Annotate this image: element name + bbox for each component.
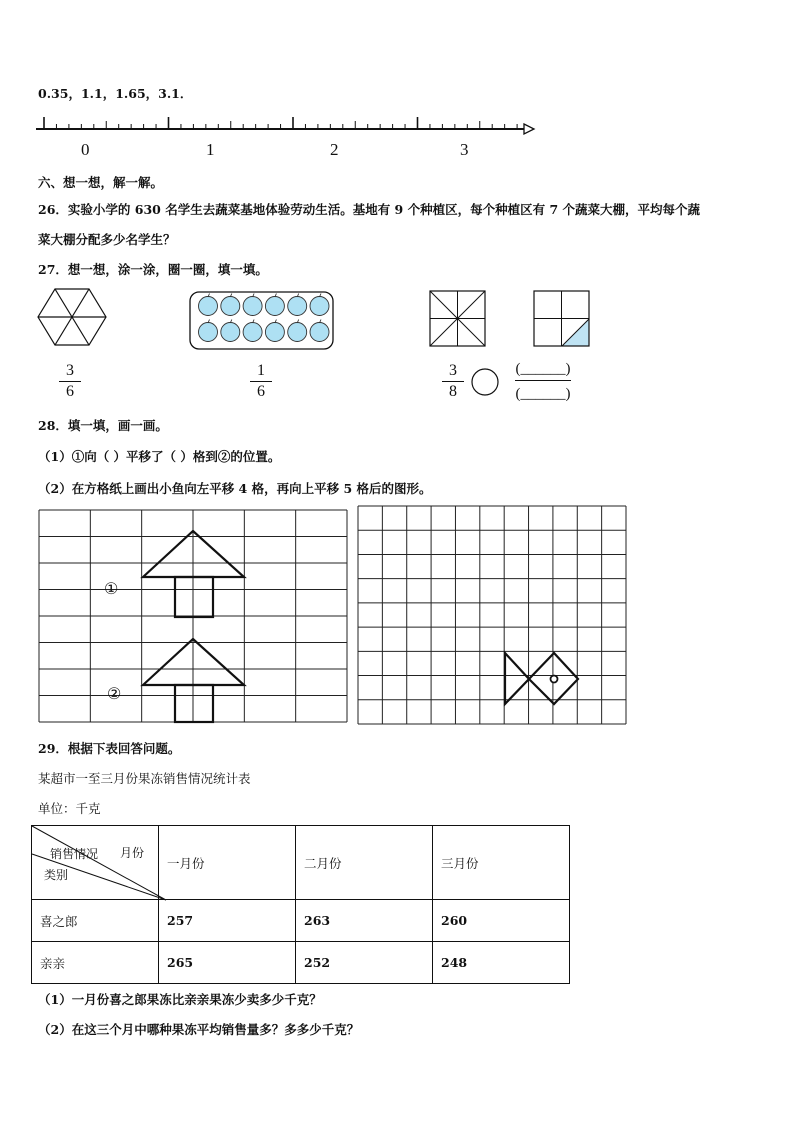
tick-label-3: 3 (460, 140, 469, 159)
section-title: 六、想一想，解一解。 (38, 175, 164, 190)
header-sales: 销售情况 (50, 847, 99, 861)
table-row (32, 942, 570, 984)
square-quarters-figure (533, 290, 591, 348)
cell: 260 (433, 900, 570, 942)
col-feb: 二月份 (296, 826, 433, 900)
row-name: 亲亲 (32, 942, 159, 984)
mark-1: ① (104, 579, 119, 598)
q26-line2: 菜大棚分配多少名学生？ (38, 232, 176, 247)
apple-icon (221, 323, 240, 342)
q29-sub2: （2）在这三个月中哪种果冻平均销售量多？多多少千克？ (38, 1022, 360, 1037)
tick-label-1: 1 (206, 140, 215, 159)
fish-eye-icon (551, 676, 558, 683)
apple-icon (288, 323, 307, 342)
hexagon-figure (38, 287, 108, 347)
compare-circle[interactable] (471, 368, 501, 398)
mark-2: ② (107, 684, 122, 703)
table-row (32, 900, 570, 942)
fish-shape (505, 653, 578, 704)
apple-icon (243, 323, 262, 342)
apple-icon (199, 297, 218, 316)
unit-label: 单位：千克 (38, 801, 101, 816)
q29-sub1: （1）一月份喜之郎果冻比亲亲果冻少卖多少千克？ (38, 992, 322, 1007)
apple-icon (310, 297, 329, 316)
header-diagonal-cell (32, 826, 159, 900)
q28-part2: （2）在方格纸上画出小鱼向左平移 4 格，再向上平移 5 格后的图形。 (38, 481, 432, 496)
cell: 252 (296, 942, 433, 984)
cell: 265 (159, 942, 296, 984)
table-title: 某超市一至三月份果冻销售情况统计表 (38, 771, 251, 786)
apple-icon (265, 297, 284, 316)
cell: 263 (296, 900, 433, 942)
apple-icon (243, 297, 262, 316)
q28-title: 28．填一填，画一画。 (38, 418, 168, 433)
fraction-3-6: $\frac{3}{6}$ (59, 362, 81, 401)
apple-icon (199, 323, 218, 342)
q26-line1: 26．实验小学的 630 名学生去蔬菜基地体验劳动生活。基地有 9 个种植区，每个种植区有 7 个蔬菜大棚，平均每个蔬 (38, 202, 700, 217)
apple-icon (310, 323, 329, 342)
cell: 248 (433, 942, 570, 984)
header-month: 月份 (120, 846, 145, 860)
fraction-3-8: $\frac{3}{8}$ (442, 362, 464, 401)
sales-table (31, 825, 570, 984)
col-jan: 一月份 (159, 826, 296, 900)
fraction-1-6: $\frac{1}{6}$ (250, 362, 272, 401)
number-line-values: 0.35，1.1，1.65，3.1． (38, 86, 193, 101)
col-mar: 三月份 (433, 826, 570, 900)
tick-label-2: 2 (330, 140, 339, 159)
row-name: 喜之郎 (32, 900, 159, 942)
number-line (36, 117, 540, 139)
apple-icon (221, 297, 240, 316)
arrow-icon (524, 124, 534, 134)
q27-title: 27．想一想，涂一涂，圈一圈，填一填。 (38, 262, 268, 277)
apple-icon (288, 297, 307, 316)
fraction-blank[interactable] (515, 360, 571, 403)
q29-title: 29．根据下表回答问题。 (38, 741, 181, 756)
header-category: 类别 (44, 868, 69, 882)
square-eighths-figure (429, 290, 487, 348)
apple-icon (265, 323, 284, 342)
apples-figure (189, 291, 335, 351)
blank-numerator[interactable]: (______) (515, 360, 571, 381)
arrow-grid (38, 509, 350, 725)
cell: 257 (159, 900, 296, 942)
tick-label-0: 0 (81, 140, 90, 159)
blank-denominator[interactable]: (______) (515, 386, 571, 402)
q28-part1: （1）①向（ ）平移了（ ）格到②的位置。 (38, 449, 281, 464)
fish-grid (357, 505, 629, 727)
